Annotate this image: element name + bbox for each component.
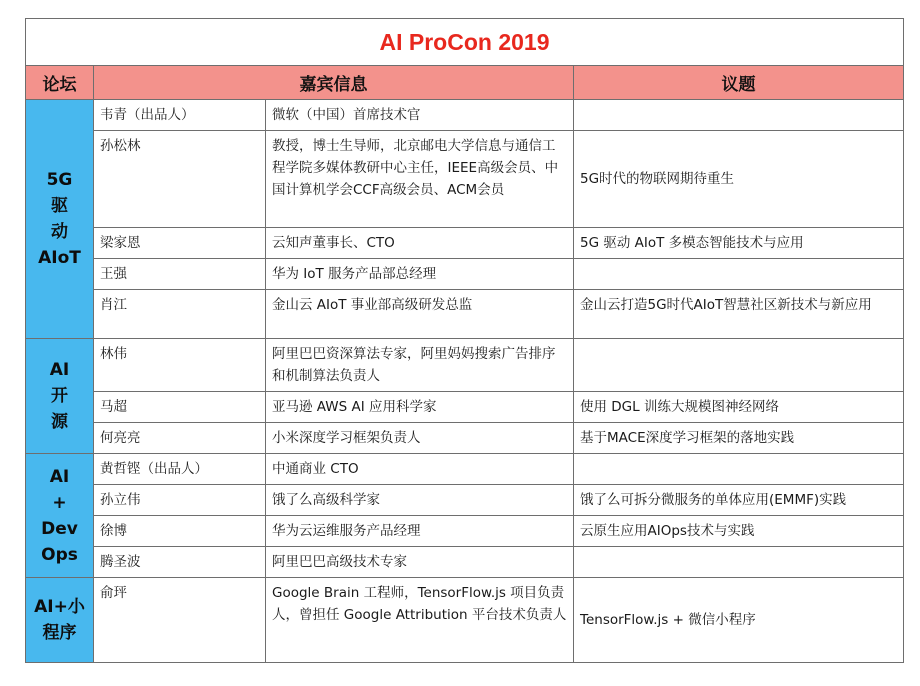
forum-label-line: +: [52, 492, 67, 513]
forum-label: [26, 454, 94, 578]
forum-label-line: AI: [49, 360, 70, 380]
forum-label-line: AIoT: [38, 248, 81, 268]
forum-label-line: 程序: [42, 623, 77, 643]
talk-topic: 5G时代的物联网期待重生: [574, 131, 904, 228]
talk-topic: TensorFlow.js + 微信小程序: [574, 578, 904, 663]
guest-info: 华为云运维服务产品经理: [266, 516, 574, 547]
table-row: [26, 228, 904, 259]
forum-label-line: AI: [49, 466, 70, 487]
guest-info: 金山云 AIoT 事业部高级研发总监: [266, 290, 574, 339]
header-forum: 论坛: [26, 66, 94, 100]
table-row: [26, 339, 904, 392]
guest-name: 肖江: [94, 290, 266, 339]
table-row: [26, 290, 904, 339]
guest-name: 腾圣波: [94, 547, 266, 578]
table-title: AI ProCon 2019: [26, 19, 904, 66]
table-row: [26, 454, 904, 485]
talk-topic: [574, 339, 904, 392]
guest-info: 小米深度学习框架负责人: [266, 423, 574, 454]
header-topic: 议题: [574, 66, 904, 100]
forum-label-line: 5G: [46, 170, 73, 190]
talk-topic: 基于MACE深度学习框架的落地实践: [574, 423, 904, 454]
guest-info: 饿了么高级科学家: [266, 485, 574, 516]
table-row: [26, 578, 904, 663]
forum-label: [26, 339, 94, 454]
guest-info: 亚马逊 AWS AI 应用科学家: [266, 392, 574, 423]
forum-label-line: 开: [51, 386, 68, 406]
guest-name: 韦青（出品人）: [94, 100, 266, 131]
guest-name: 孙松林: [94, 131, 266, 228]
guest-info: 云知声董事长、CTO: [266, 228, 574, 259]
guest-info: Google Brain 工程师，TensorFlow.js 项目负责人，曾担任 Google Attribution 平台技术负责人: [266, 578, 574, 663]
header-row: [26, 66, 904, 100]
guest-info: 微软（中国）首席技术官: [266, 100, 574, 131]
guest-info: 华为 IoT 服务产品部总经理: [266, 259, 574, 290]
guest-info: 教授，博士生导师，北京邮电大学信息与通信工程学院多媒体教研中心主任，IEEE高级会员、中国计算机学会CCF高级会员、ACM会员: [266, 131, 574, 228]
table-row: [26, 259, 904, 290]
guest-name: 俞玶: [94, 578, 266, 663]
forum-label-line: Ops: [41, 544, 78, 565]
talk-topic: 金山云打造5G时代AIoT智慧社区新技术与新应用: [574, 290, 904, 339]
guest-name: 何亮亮: [94, 423, 266, 454]
table-row: [26, 392, 904, 423]
guest-name: 孙立伟: [94, 485, 266, 516]
forum-label-line: 驱: [51, 196, 68, 216]
talk-topic: [574, 259, 904, 290]
table-row: [26, 423, 904, 454]
forum-label-line: Dev: [41, 518, 78, 539]
guest-info: 阿里巴巴资深算法专家，阿里妈妈搜索广告排序和机制算法负责人: [266, 339, 574, 392]
table-row: [26, 516, 904, 547]
guest-name: 王强: [94, 259, 266, 290]
agenda-table: [25, 18, 904, 663]
table-row: [26, 100, 904, 131]
forum-label-line: AI+小: [34, 597, 85, 617]
table-row: [26, 131, 904, 228]
talk-topic: 使用 DGL 训练大规模图神经网络: [574, 392, 904, 423]
talk-topic: 云原生应用AIOps技术与实践: [574, 516, 904, 547]
forum-label-line: 源: [51, 412, 68, 432]
talk-topic: [574, 454, 904, 485]
header-guest-info: 嘉宾信息: [94, 66, 574, 100]
guest-name: 林伟: [94, 339, 266, 392]
table-row: [26, 485, 904, 516]
guest-name: 梁家恩: [94, 228, 266, 259]
talk-topic: [574, 100, 904, 131]
talk-topic: 饿了么可拆分微服务的单体应用(EMMF)实践: [574, 485, 904, 516]
talk-topic: [574, 547, 904, 578]
guest-info: 中通商业 CTO: [266, 454, 574, 485]
forum-label: [26, 578, 94, 663]
forum-label: [26, 100, 94, 339]
guest-name: 马超: [94, 392, 266, 423]
guest-name: 黄哲铿（出品人）: [94, 454, 266, 485]
talk-topic: 5G 驱动 AIoT 多模态智能技术与应用: [574, 228, 904, 259]
table-row: [26, 547, 904, 578]
agenda-table-container: [25, 18, 903, 663]
guest-name: 徐博: [94, 516, 266, 547]
guest-info: 阿里巴巴高级技术专家: [266, 547, 574, 578]
forum-label-line: 动: [51, 222, 68, 242]
